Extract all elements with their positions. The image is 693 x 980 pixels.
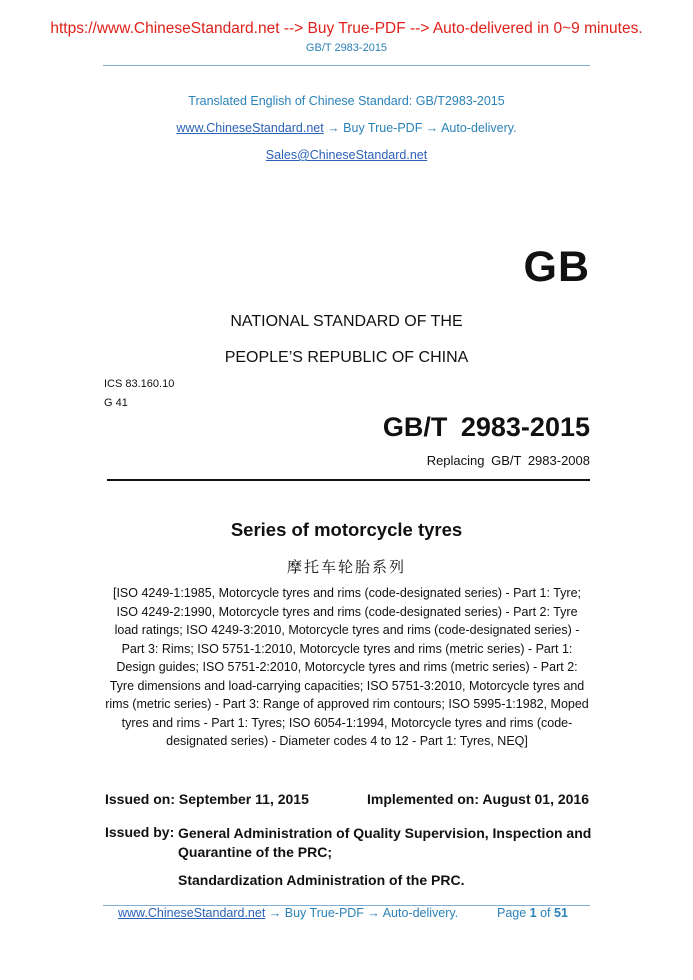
replacing-line: Replacing GB/T 2983-2008 <box>426 453 590 468</box>
promo-delivery-line <box>0 121 693 135</box>
national-standard-line-2: PEOPLE’S REPUBLIC OF CHINA <box>224 349 469 366</box>
issued-on-date: Issued on: September 11, 2015 <box>105 791 309 807</box>
promo-banner[interactable]: https://www.ChineseStandard.net --> Buy True-PDF --> Auto-delivered in 0~9 minutes. <box>50 20 643 37</box>
issuer-aqsiq: General Administration of Quality Supervision, Inspection and Quarantine of the PRC; <box>178 825 592 860</box>
issuer-sac: Standardization Administration of the PRC. <box>178 872 465 888</box>
iso-references: [ISO 4249-1:1985, Motorcycle tyres and rims (code-designated series) - Part 1: Tyre; ISO 4249-2:1990, Motorcycle tyres and rims (code-designated series) - Part 2: Tyre load ratings; ISO 4249-3:2010, Motorcycle tyres and rims (code-designated series) - Part 3: Rims; ISO 5751-1:2010, Motorcycle tyres and rims (metric series) - Part 1: Design guides; ISO 5751-2:2010, Motorcycle tyres and rims (metric series) - Part 2: Tyre dimensions and load-carrying capacities; ISO 5751-3:2010, Motorcycle tyres and rims (metric series) - Part 3: Range of approved rim contours; ISO 5995-1:1982, Moped tyres and rims - Part 1: Tyres; ISO 6054-1:1994, Motorcycle tyres and rims (code-designated series) - Diameter codes 4 to 12 - Part 1: Tyres, NEQ] <box>105 586 589 748</box>
email-line <box>0 148 693 162</box>
footer-site-link[interactable]: www.ChineseStandard.net <box>118 906 266 920</box>
email-link[interactable]: Sales@ChineseStandard.net <box>265 148 428 162</box>
page-total: 51 <box>554 906 568 920</box>
english-title: Series of motorcycle tyres <box>230 519 463 540</box>
running-header-code: GB/T 2983-2015 <box>305 42 388 54</box>
standard-code: GB/T 2983-2015 <box>382 412 590 442</box>
translated-line: Translated English of Chinese Standard: GB/T2983-2015 <box>188 94 505 108</box>
page-of: of <box>536 906 554 920</box>
footer-delivery-line <box>118 906 458 920</box>
footer-buy-text: → Buy True-PDF → Auto-delivery. <box>265 906 459 920</box>
page-word: Page <box>497 906 530 920</box>
ccs-code: G 41 <box>104 397 128 409</box>
header-divider <box>103 65 590 66</box>
chinese-title: 摩托车轮胎系列 <box>286 558 406 576</box>
ics-code: ICS 83.160.10 <box>104 378 175 390</box>
title-divider <box>107 479 590 481</box>
national-standard-line-1: NATIONAL STANDARD OF THE <box>230 313 463 330</box>
implemented-on-date: Implemented on: August 01, 2016 <box>367 791 589 807</box>
gb-mark: GB <box>523 243 590 291</box>
issued-by-label: Issued by: <box>105 824 175 840</box>
site-link[interactable]: www.ChineseStandard.net <box>176 121 324 135</box>
page-indicator <box>497 906 568 920</box>
buy-text: → Buy True-PDF → Auto-delivery. <box>323 121 517 135</box>
page-current: 1 <box>529 906 537 920</box>
